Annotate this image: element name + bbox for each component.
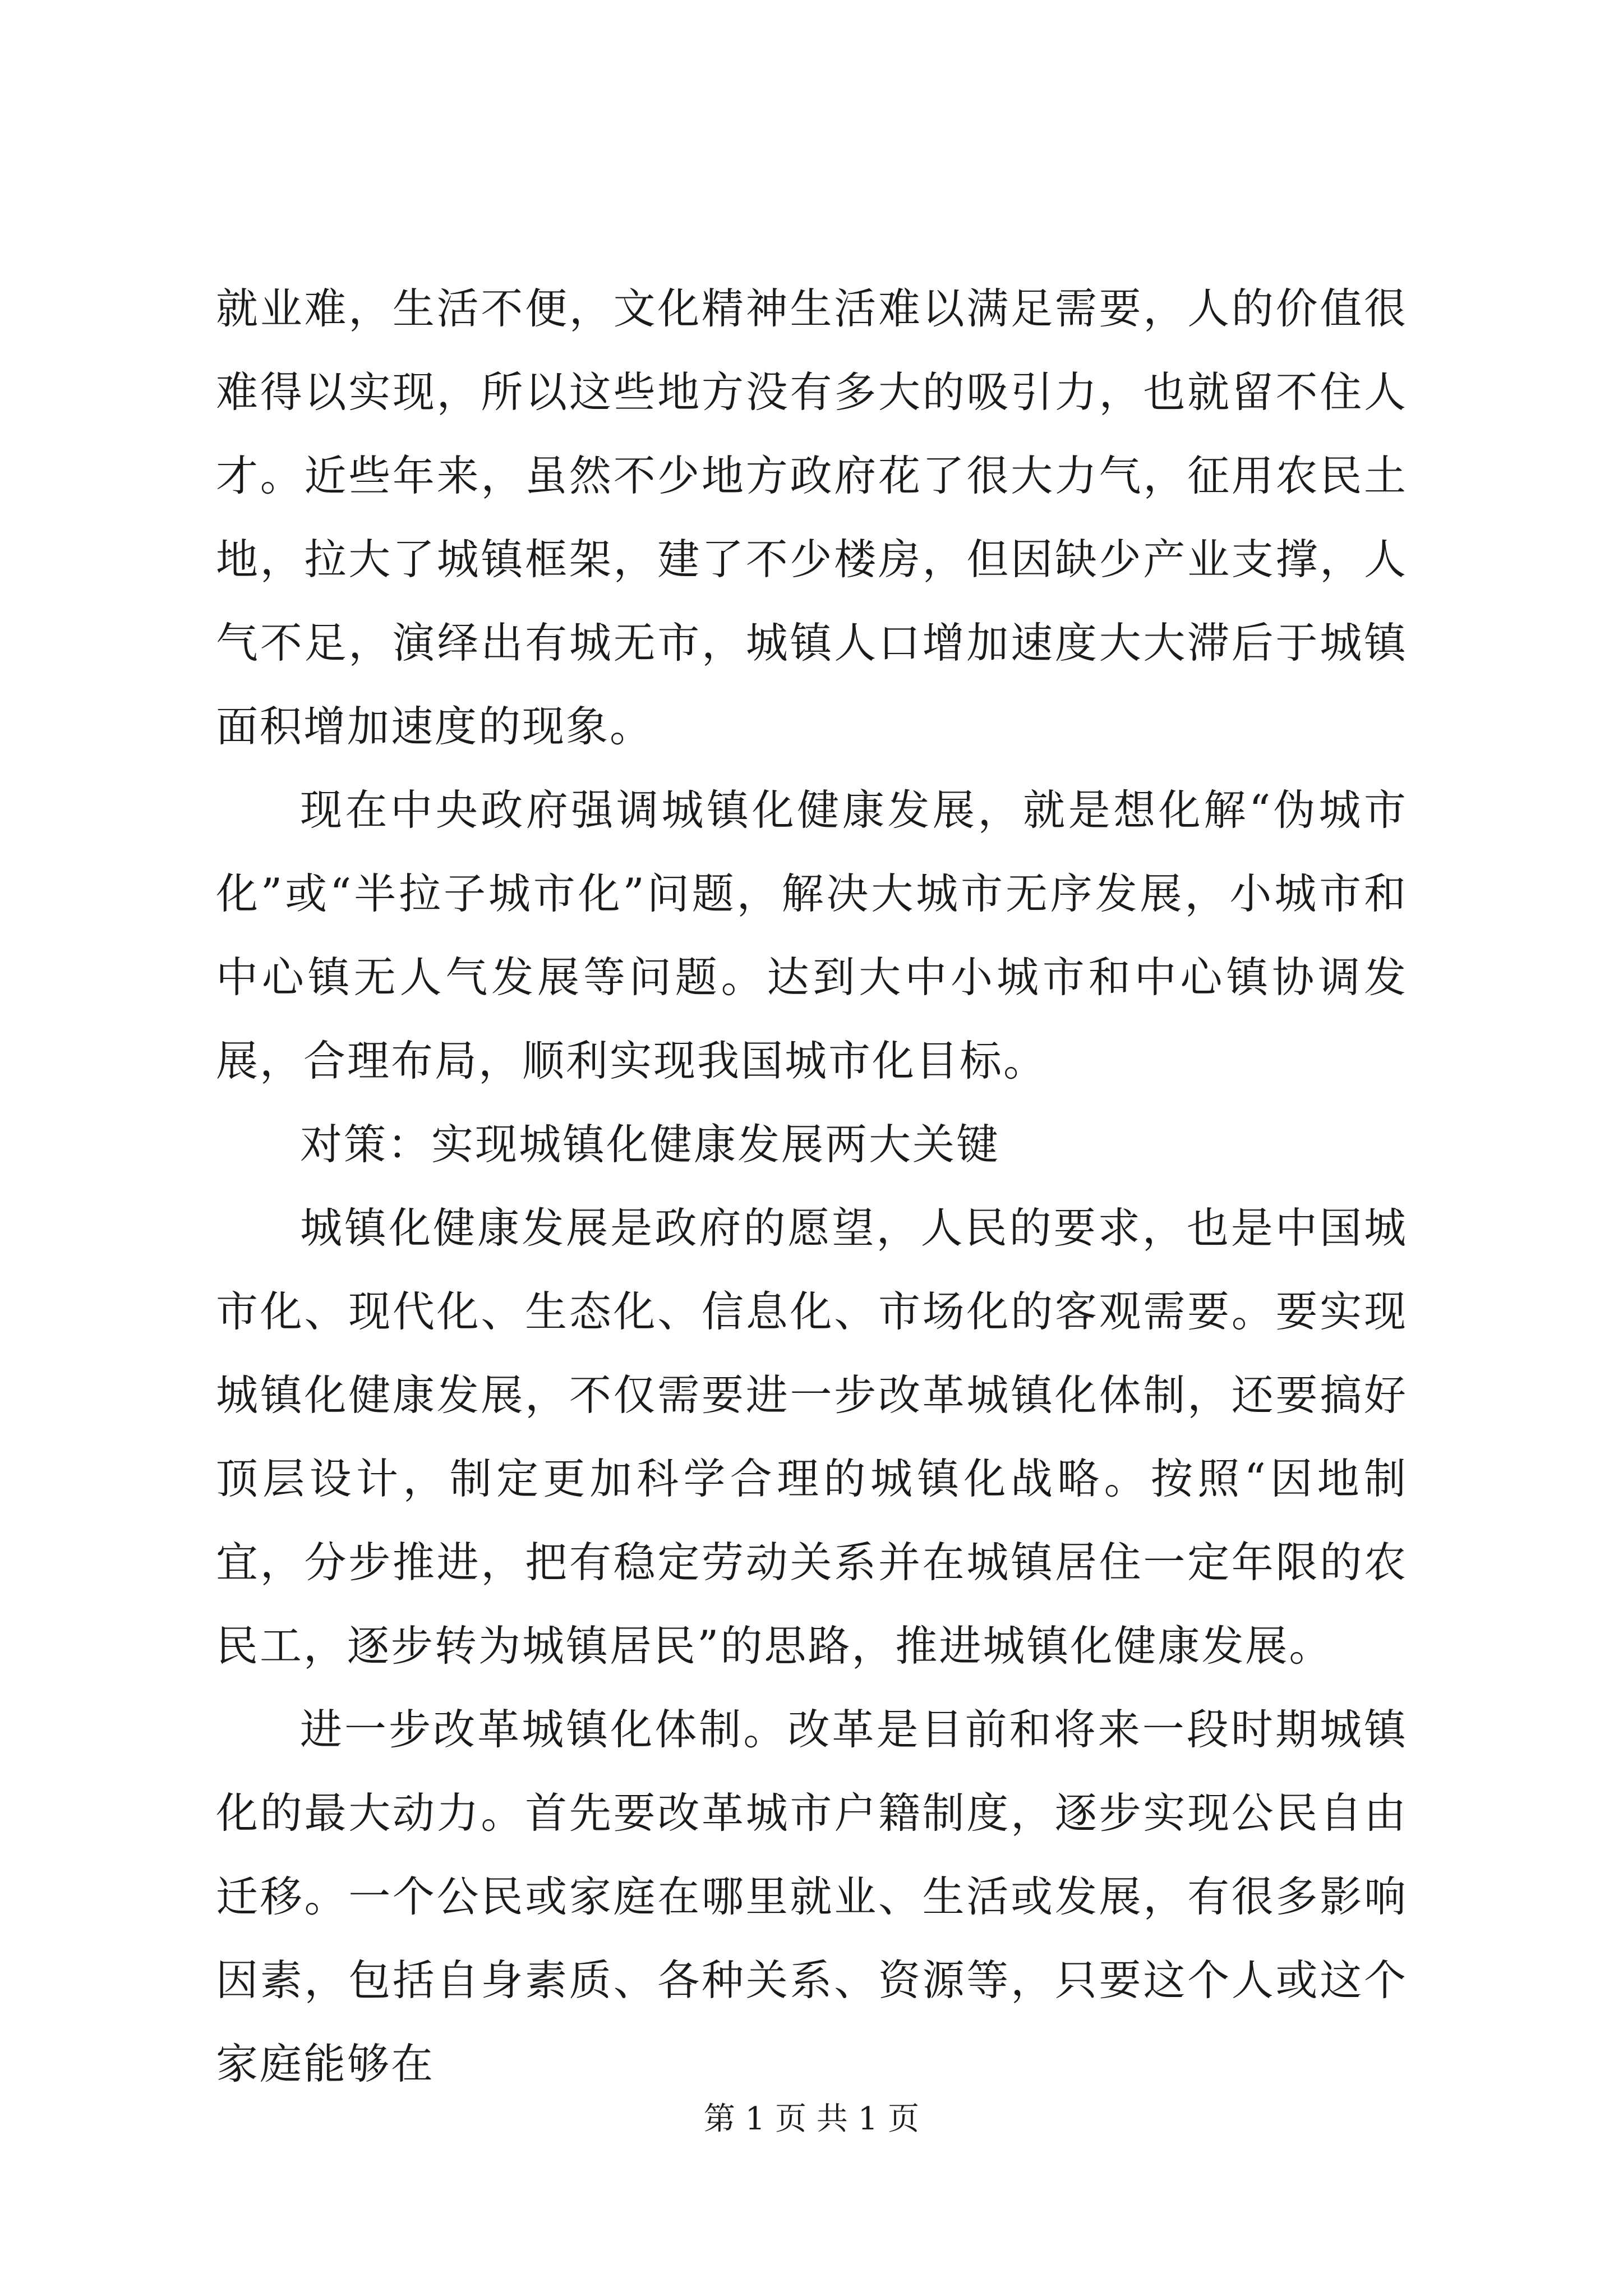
paragraph-healthy-development: 城镇化健康发展是政府的愿望，人民的要求，也是中国城市化、现代化、生态化、信息化、市场化的客观需要。要实现城镇化健康发展，不仅需要进一步改革城镇化体制，还要搞好顶层设计，制定更加科学合理的城镇化战略。按照“因地制宜，分步推进，把有稳定劳动关系并在城镇居住一定年限的农民工，逐步转为城镇居民”的思路，推进城镇化健康发展。 [216,1203,1408,1671]
page-footer: 第 1 页 共 1 页 [703,2101,920,2137]
paragraph-central-policy: 现在中央政府强调城镇化健康发展，就是想化解“伪城市化”或“半拉子城市化”问题，解决大城市无序发展，小城市和中心镇无人气发展等问题。达到大中小城市和中心镇协调发展，合理布局，顺利实现我国城市化目标。 [216,785,1408,1085]
paragraph-continuation: 就业难，生活不便，文化精神生活难以满足需要，人的价值很难得以实现，所以这些地方没有多大的吸引力，也就留不住人才。近些年来，虽然不少地方政府花了很大力气，征用农民土地，拉大了城镇框架，建了不少楼房，但因缺少产业支撑，人气不足，演绎出有城无市，城镇人口增加速度大大滞后于城镇面积增加速度的现象。 [216,284,1408,751]
document-body [216,267,1408,2106]
paragraph-system-reform: 进一步改革城镇化体制。改革是目前和将来一段时期城镇化的最大动力。首先要改革城市户籍制度，逐步实现公民自由迁移。一个公民或家庭在哪里就业、生活或发展，有很多影响因素，包括自身素质、各种关系、资源等，只要这个人或这个家庭能够在 [216,1705,1408,2088]
section-heading-countermeasures: 对策：实现城镇化健康发展两大关键 [300,1120,1000,1169]
